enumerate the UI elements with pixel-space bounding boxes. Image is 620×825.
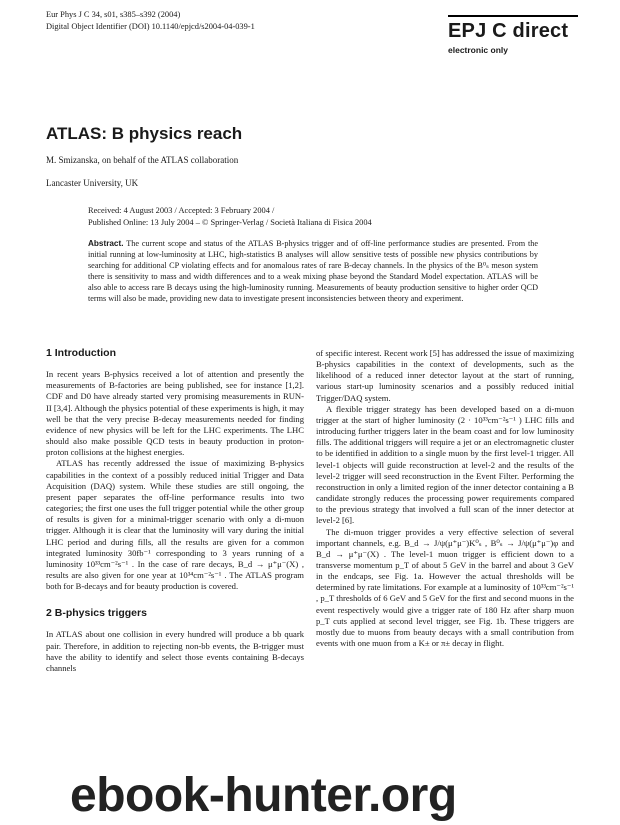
journal-brand	[448, 15, 578, 56]
journal-header	[46, 9, 255, 32]
abstract-label: Abstract.	[88, 239, 124, 248]
journal-citation: Eur Phys J C 34, s01, s385–s392 (2004)	[46, 10, 181, 19]
brand-subtitle: electronic only	[448, 45, 508, 55]
affiliation: Lancaster University, UK	[46, 178, 139, 188]
section-heading-introduction: 1 Introduction	[46, 347, 116, 359]
publication-dates	[88, 205, 568, 228]
abstract	[88, 238, 538, 305]
dates-line-1: Received: 4 August 2003 / Accepted: 3 February 2004 /	[88, 206, 275, 215]
watermark: ebook-hunter.org	[70, 769, 457, 822]
authors: M. Smizanska, on behalf of the ATLAS collaboration	[46, 155, 239, 165]
abstract-text: The current scope and status of the ATLAS B-physics trigger and of off-line performance studies are presented. From the initial running at low-luminosity at LHC, high-statistics B analyses will allow sensitive tests of possible new physics contributions by searching for additional CP violating effects and for anomalous rates of rare B-decay channels. In the physics of the B⁰ₛ meson system there is sensitivity to mass and width differences and to a weak mixing phase beyond the Standard Model expectation. ATLAS will be also able to access rare B decays using the high-luminosity running. Measurements of beauty production sensitive to higher order QCD terms will also be made, providing new data to investigate present inconsistencies between theory and experiment.	[88, 239, 538, 304]
right-column	[316, 348, 574, 649]
right-paragraph-1: of specific interest. Recent work [5] has addressed the issue of maximizing B-physics capabilities in the context of developments, such as the likelihood of a reduced inner detector layout at the start of running, various start-up luminosity scenarios and a possibly reduced initial Trigger/DAQ system.	[316, 348, 574, 403]
intro-paragraph-1: In recent years B-physics received a lot of attention and presently the measurements of B-factories are being published, see for instance [1,2]. CDF and D0 have already started very promising measurements in RUN-II [3,4]. Although the physics potential of these experiments is high, it may well be that the very precise B-decay measurements needed for finding evidence of new physics will be left for the LHC experiments. The LHC should also make possible QCD tests in beauty production in proton-proton collisions at the highest energies.	[46, 369, 305, 458]
brand-title: EPJ C direct	[448, 20, 569, 42]
right-paragraph-2: A flexible trigger strategy has been developed based on a di-muon trigger at the start of higher luminosity (2 · 10³³cm⁻²s⁻¹ ) LHC fills and introducing further triggers later in the beam coast and for low luminosity fills. The additional triggers will require a jet or an electromagnetic cluster to be identified in addition to a single muon by the first level-1 trigger. All level-1 objects will guide reconstruction at level-2 and the results of the level-2 trigger will seed reconstruction in the Event Filter. Performing the reconstruction in only a limited region of the inner detector containing a B candidate strongly reduces the processing power requirements compared to the previous strategy that involved a full scan of the inner detector at level-2 [6].	[316, 403, 574, 526]
section-heading-triggers: 2 B-physics triggers	[46, 607, 147, 620]
doi-line: Digital Object Identifier (DOI) 10.1140/epjcd/s2004-04-039-1	[46, 21, 255, 31]
triggers-paragraph-1: In ATLAS about one collision in every hundred will produce a bb quark pair. Therefore, in addition to rejecting non-bb events, the B-trigger must have the ability to identify and select those events containing B-decays channels	[46, 629, 304, 673]
dates-line-2: Published Online: 13 July 2004 – © Springer-Verlag / Società Italiana di Fisica 2004	[88, 217, 372, 227]
right-paragraph-3: The di-muon trigger provides a very effective selection of several important channels, e.g. B_d → J/ψ(μ⁺μ⁻)K⁰ₛ , B⁰ₛ → J/ψ(μ⁺μ⁻)φ and B_d → μ⁺μ⁻(X) . The level-1 muon trigger is efficient down to a transverse momentum p_T of about 5 GeV in the barrel and about 3 GeV in the endcaps, see Fig. 1a. However the actual thresholds will be determined by rate limitations. For example at a luminosity of 10³³cm⁻²s⁻¹ , p_T thresholds of 6 GeV and 5 GeV for the first and second muons in the event respectively would give a trigger rate of 180 Hz after sharp muon p_T cuts applied at second level trigger, see Fig. 1b. These triggers are mostly due to muons from beauty decays with a small contribution from events with one muon from a K± or π± decay in flight.	[316, 526, 574, 649]
left-column	[46, 348, 304, 674]
intro-paragraph-2: ATLAS has recently addressed the issue of maximizing B-physics capabilities in the context of a possibly reduced initial Trigger and Data Acquisition (DAQ) system. While these studies are still ongoing, the present paper separates the off-line performance results into two categories; the first one uses the full trigger potential while the other group of results is given for a minimal-trigger scenario with only a di-muon trigger. Although it is clear that the luminosity will vary during the initial LHC period and during fills, all the results are given for a common integrated luminosity 30fb⁻¹ corresponding to 3 years running of a luminosity 10³³cm⁻²s⁻¹ . In the case of rare decays, B_d → μ⁺μ⁻(X) , results are also given for one year at 10³⁴cm⁻²s⁻¹ . The ATLAS program both for B-decays and for beauty production is covered.	[46, 458, 304, 592]
page-title: ATLAS: B physics reach	[46, 124, 243, 143]
